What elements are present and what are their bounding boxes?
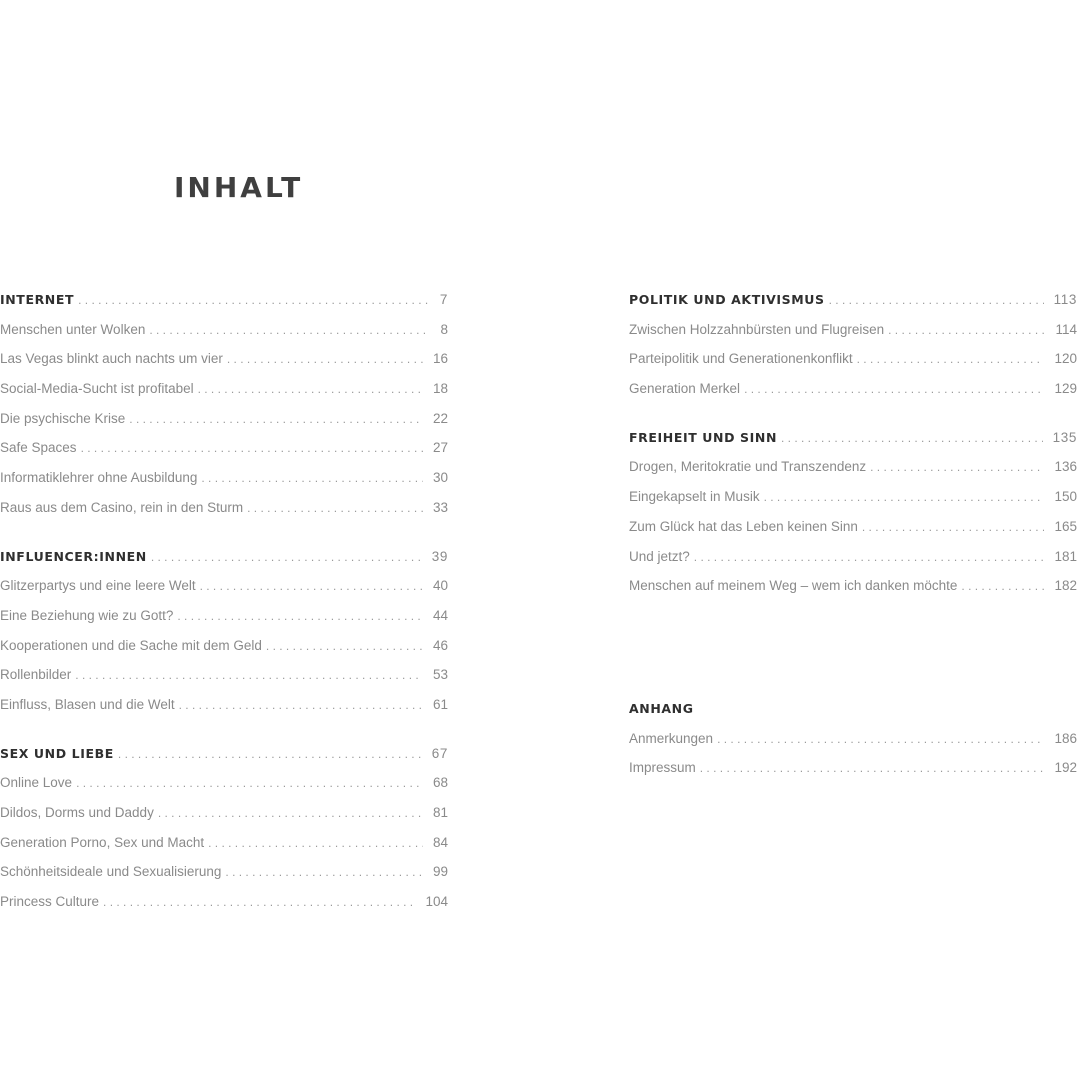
toc-entry [0, 433, 448, 463]
toc-leader-dots [129, 405, 423, 435]
toc-leader-dots [857, 345, 1045, 375]
toc-entry-label: Eingekapselt in Musik [629, 489, 760, 505]
toc-leader-dots [700, 754, 1045, 784]
toc-entry-label: Generation Porno, Sex und Macht [0, 834, 205, 850]
toc-leader-dots [764, 483, 1045, 513]
toc-page-number: 136 [1054, 459, 1077, 475]
toc-entry [0, 601, 448, 631]
toc-section-heading [0, 542, 448, 572]
toc-leader-dots [103, 888, 415, 918]
toc-leader-dots [829, 286, 1044, 316]
toc-leader-dots [717, 725, 1044, 755]
toc-section-heading [0, 285, 448, 315]
toc-leader-dots [201, 464, 423, 494]
toc-page-number: 16 [432, 351, 448, 367]
toc-page-number: 113 [1053, 292, 1077, 307]
toc-page-number: 18 [432, 381, 448, 397]
toc-leader-dots [158, 799, 423, 829]
toc-page-number: 150 [1054, 489, 1077, 505]
toc-entry-label: Zum Glück hat das Leben keinen Sinn [629, 518, 858, 534]
toc-leader-dots [744, 375, 1044, 405]
toc-page-number: 165 [1054, 518, 1077, 534]
toc-entry-label: Social-Media-Sucht ist profitabel [0, 381, 194, 397]
toc-entry-label: Las Vegas blinkt auch nachts um vier [0, 351, 223, 367]
toc-leader-dots [179, 691, 423, 721]
toc-heading-label: SEX UND LIEBE [0, 745, 114, 761]
toc-entry [0, 887, 448, 917]
toc-page-number: 46 [432, 637, 448, 653]
toc-entry-label: Kooperationen und die Sache mit dem Geld [0, 637, 262, 653]
toc-leader-dots [151, 543, 422, 573]
toc-leader-dots [81, 434, 423, 464]
toc-section-freiheit [629, 423, 1077, 601]
toc-leader-dots [247, 494, 423, 524]
toc-leader-dots [781, 424, 1043, 454]
toc-page-number: 33 [432, 499, 448, 515]
toc-entry-label: Drogen, Meritokratie und Transzendenz [629, 459, 867, 475]
toc-page-number: 22 [432, 410, 448, 426]
toc-entry-label: Online Love [0, 775, 73, 791]
toc-leader-dots [266, 632, 423, 662]
toc-entry-label: Menschen unter Wolken [0, 321, 146, 337]
toc-entry [0, 404, 448, 434]
toc-page-number: 44 [432, 607, 448, 623]
toc-entry-label: Eine Beziehung wie zu Gott? [0, 607, 174, 623]
toc-entry-label: Glitzerpartys und eine leere Welt [0, 578, 196, 594]
toc-entry [0, 344, 448, 374]
toc-leader-dots [198, 375, 423, 405]
toc-page-number: 61 [432, 696, 448, 712]
toc-page-number: 120 [1054, 351, 1077, 367]
toc-entry [629, 344, 1077, 374]
toc-entry-label: Generation Merkel [629, 381, 741, 397]
toc-page-number: 39 [431, 548, 448, 564]
toc-entry [0, 631, 448, 661]
toc-leader-dots [75, 661, 423, 691]
toc-page-number: 68 [432, 775, 448, 791]
toc-page-number: 30 [432, 470, 448, 486]
page-title: INHALT [174, 171, 304, 204]
toc-entry [629, 482, 1077, 512]
toc-page-number: 99 [432, 864, 448, 880]
toc-entry [0, 493, 448, 523]
toc-page-number: 84 [432, 834, 448, 850]
toc-leader-dots [78, 286, 430, 316]
toc-entry-label: Raus aus dem Casino, rein in den Sturm [0, 499, 244, 515]
toc-page-number: 129 [1054, 381, 1077, 397]
toc-entry [0, 571, 448, 601]
toc-page-number: 104 [425, 894, 448, 910]
toc-entry-label: Rollenbilder [0, 667, 72, 683]
toc-entry [629, 542, 1077, 572]
toc-leader-dots [961, 572, 1044, 602]
toc-page-number: 192 [1054, 760, 1077, 776]
toc-page-number: 114 [1055, 321, 1077, 337]
toc-entry [629, 374, 1077, 404]
toc-entry-label: Dildos, Dorms und Daddy [0, 805, 154, 820]
toc-page-number: 40 [432, 578, 448, 594]
toc-entry [0, 798, 448, 828]
toc-entry [629, 512, 1077, 542]
toc-leader-dots [200, 572, 423, 602]
toc-entry-label: Schönheitsideale und Sexualisierung [0, 864, 222, 880]
toc-entry-label: Impressum [629, 760, 696, 776]
toc-entry-label: Safe Spaces [0, 440, 77, 456]
toc-leader-dots [888, 316, 1045, 346]
toc-page-number: 53 [432, 667, 448, 683]
toc-heading-label: POLITIK UND AKTIVISMUS [629, 292, 825, 307]
toc-section-anhang [629, 694, 1077, 783]
toc-section-internet [0, 285, 448, 523]
toc-entry [0, 690, 448, 720]
toc-entry [0, 857, 448, 887]
toc-entry [0, 828, 448, 858]
toc-entry [629, 724, 1077, 754]
toc-section-sex-und-liebe [0, 739, 448, 917]
toc-leader-dots [149, 316, 430, 346]
toc-entry-label: Und jetzt? [629, 548, 690, 564]
toc-heading-label: INFLUENCER:INNEN [0, 548, 147, 564]
toc-leader-dots [862, 513, 1045, 543]
toc-page-number: 186 [1054, 730, 1077, 746]
toc-entry-label: Zwischen Holzzahnbürsten und Flugreisen [629, 321, 885, 337]
toc-entry-label: Anmerkungen [629, 730, 714, 746]
toc-leader-dots [177, 602, 423, 632]
toc-page-number: 27 [432, 440, 448, 456]
toc-annex-heading: ANHANG [629, 700, 694, 716]
toc-page-number: 8 [440, 321, 448, 337]
toc-heading-label: INTERNET [0, 292, 75, 307]
toc-page-number: 67 [431, 745, 448, 761]
toc-heading-label: FREIHEIT UND SINN [629, 429, 777, 445]
toc-leader-dots [694, 543, 1045, 573]
toc-entry-label: Die psychische Krise [0, 410, 126, 426]
toc-entry-label: Menschen auf meinem Weg – wem ich danken möchte [629, 578, 958, 594]
toc-section-heading [629, 423, 1077, 453]
toc-section-politik [629, 285, 1077, 404]
toc-entry-label: Princess Culture [0, 894, 100, 910]
toc-entry [629, 452, 1077, 482]
toc-entry [629, 753, 1077, 783]
toc-entry-label: Parteipolitik und Generationenkonflikt [629, 351, 853, 367]
toc-leader-dots [208, 829, 423, 859]
toc-leader-dots [118, 740, 422, 770]
toc-entry [0, 463, 448, 493]
toc-page-number: 182 [1054, 578, 1077, 594]
toc-page-number: 7 [439, 292, 448, 307]
toc-entry [0, 374, 448, 404]
toc-section-influencer [0, 542, 448, 720]
toc-leader-dots [76, 769, 423, 799]
toc-left-column [0, 285, 448, 917]
toc-leader-dots [870, 453, 1044, 483]
toc-entry-label: Informatiklehrer ohne Ausbildung [0, 470, 198, 486]
toc-entry [629, 315, 1077, 345]
toc-page-number: 181 [1054, 548, 1077, 564]
toc-section-heading [0, 739, 448, 769]
toc-entry-label: Einfluss, Blasen und die Welt [0, 696, 175, 712]
toc-section-heading [629, 285, 1077, 315]
toc-leader-dots [227, 345, 423, 375]
toc-entry [629, 571, 1077, 601]
toc-entry [0, 660, 448, 690]
toc-leader-dots [225, 858, 423, 888]
toc-page-number: 81 [432, 805, 448, 820]
toc-right-column [629, 285, 1077, 783]
toc-entry [0, 315, 448, 345]
toc-page-number: 135 [1052, 429, 1077, 445]
toc-entry [0, 768, 448, 798]
